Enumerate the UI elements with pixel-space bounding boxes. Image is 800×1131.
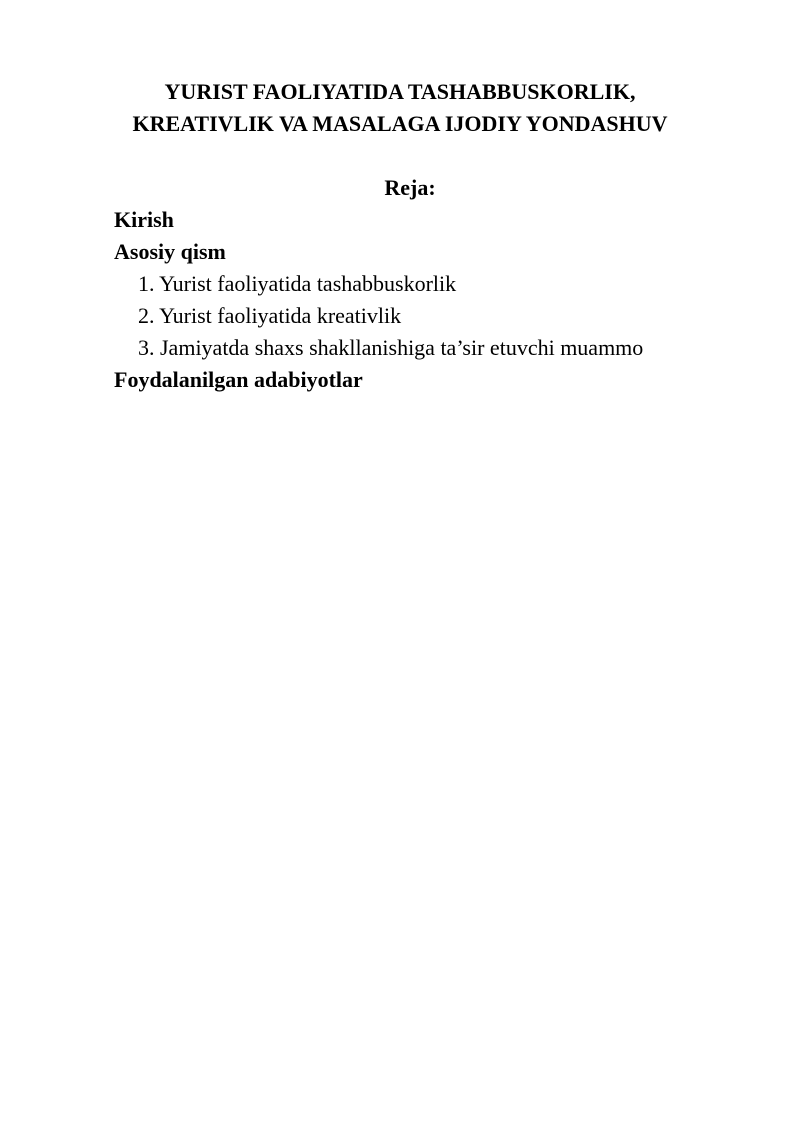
section-main: Asosiy qism <box>114 239 226 264</box>
title-line-2: KREATIVLIK VA MASALAGA IJODIY YONDASHUV <box>132 111 668 136</box>
plan-outline <box>114 204 643 396</box>
document-title <box>0 76 800 140</box>
section-intro: Kirish <box>114 207 174 232</box>
list-item: 2. Yurist faoliyatida kreativlik <box>138 303 402 328</box>
section-references: Foydalanilgan adabiyotlar <box>114 367 363 392</box>
list-item: 1. Yurist faoliyatida tashabbuskorlik <box>138 271 457 296</box>
list-item: 3. Jamiyatda shaxs shakllanishiga ta’sir etuvchi muammo <box>138 335 644 360</box>
plan-heading: Reja: <box>384 175 436 200</box>
title-line-1: YURIST FAOLIYATIDA TASHABBUSKORLIK, <box>164 79 636 104</box>
